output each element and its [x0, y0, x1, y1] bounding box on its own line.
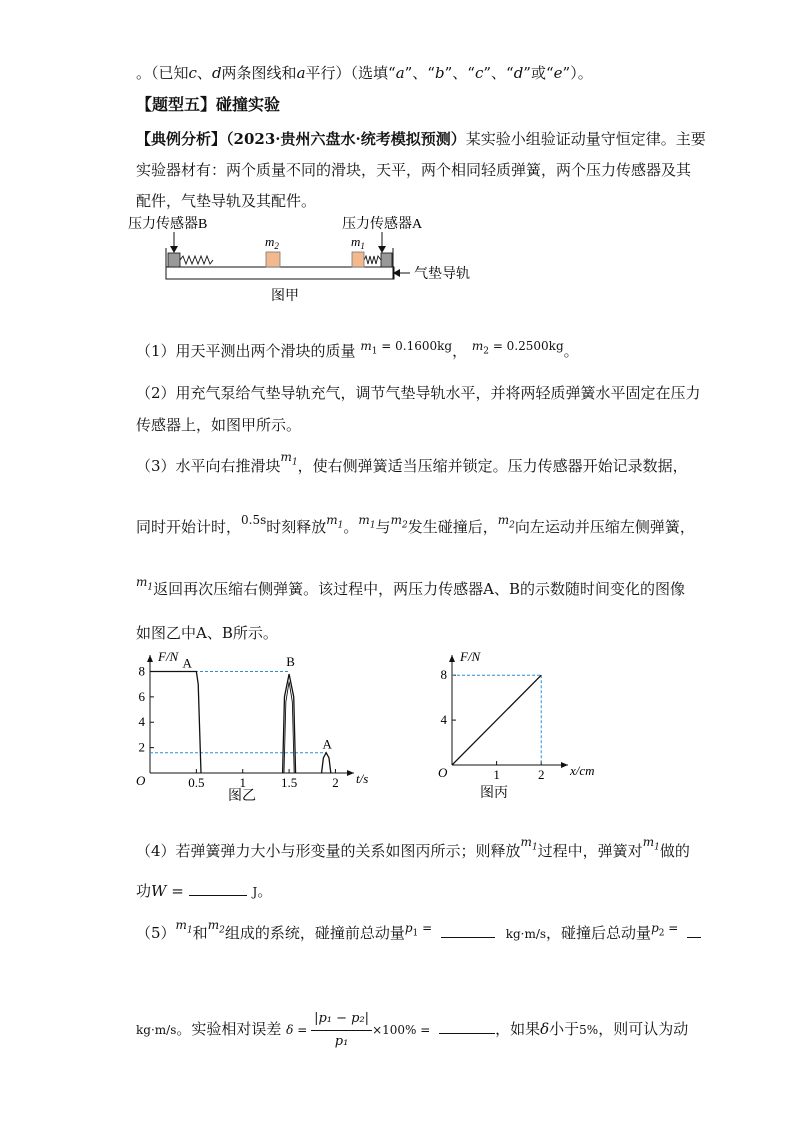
peak-label-a2: A [322, 736, 332, 752]
spring-right [364, 256, 381, 264]
step-3-line-3: $^{m_1}$返回再次压缩右侧弹簧。该过程中，两压力传感器A、B的示数随时间变化的图像 [136, 575, 685, 598]
answer-blank-work[interactable] [189, 881, 247, 896]
x-tick-label: 2 [332, 775, 339, 790]
step-3-line-4: 如图乙中A、B所示。 [136, 624, 278, 642]
y-axis-arrow [147, 655, 153, 662]
x-tick-label: 1 [239, 775, 246, 790]
step-1: （1）用天平测出两个滑块的质量 $^{m_1 = 0.1600kg}$， $^{m_2 = 0.2500kg}$。 [136, 339, 579, 360]
intro-line: 。（已知c、d两条图线和a平行）（选填“a”、“b”、“c”、“d”或“e”）。 [136, 64, 593, 82]
arrowhead-sensor-b [170, 246, 178, 253]
label-sensor-a: 压力传感器A [342, 217, 423, 232]
sensor-a [381, 253, 392, 267]
label-m2: $m_2$ [265, 234, 279, 251]
y-tick-label: 2 [138, 739, 145, 755]
peak-label-b: B [286, 654, 295, 670]
spring-left [180, 256, 213, 264]
step-5-line-2: kg·m/s。实验相对误差 δ = $\frac{\text{|p₁ − p₂|}}{\text{p₁}}$ ×100% = ，如果δ小于5%，则可认为动 [136, 1008, 688, 1053]
step-5-line-1: $(5)^{m_1}$和$^{m_2}$组成的系统，碰撞前总动量$^{p_1 =}$ kg·m/s，碰撞后总动量$^{p_2 =}$ [136, 922, 701, 950]
x-axis-arrow [561, 762, 568, 768]
x-axis-arrow [347, 770, 354, 776]
relative-error-formula: δ = $\frac{\text{|p₁ − p₂|}}{\text{p₁}}$ ×100% = [286, 1023, 430, 1037]
caption-fig-b: 图乙 [228, 789, 256, 804]
label-sensor-b: 压力传感器B [128, 217, 208, 232]
chart-force-time [128, 645, 378, 805]
step-3-line-2: 同时开始计时，$^{0.5s}$时刻释放$^{m_1}$。$^{m_1}$与$^{m_2}$发生碰撞后，$^{m_2}$向左运动并压缩左侧弹簧， [136, 513, 695, 536]
y-tick-label: 4 [138, 714, 145, 730]
example-line-2: 实验器材有：两个质量不同的滑块，天平，两个相同轻质弹簧，两个压力传感器及其 [136, 161, 692, 179]
caption-fig-c: 图丙 [480, 786, 508, 801]
y-axis-arrow [449, 655, 455, 662]
chart-force-deformation [430, 645, 620, 805]
answer-blank-p1[interactable] [441, 923, 495, 938]
series-line-0 [150, 671, 201, 773]
example-label: 【典例分析】 [136, 130, 227, 148]
peak-label-a1: A [182, 655, 192, 671]
example-source: （2023·贵州六盘水·统考模拟预测） [226, 130, 466, 148]
example-line-3: 配件，气垫导轨及其配件。 [136, 192, 317, 210]
x-tick-label: 2 [537, 767, 545, 782]
label-rail: 气垫导轨 [414, 267, 470, 282]
section-heading: 【题型五】碰撞实验 [136, 95, 281, 114]
figure-apparatus [128, 212, 528, 310]
x-tick-label: 1.5 [280, 775, 298, 790]
origin-label: O [136, 773, 146, 788]
slider-m2 [266, 252, 280, 267]
arrowhead-sensor-a [378, 246, 386, 253]
series-line-2 [322, 753, 331, 773]
step-2-line-2: 传感器上，如图甲所示。 [136, 416, 302, 434]
y-tick-label: 8 [440, 667, 447, 683]
example-line-1: 【典例分析】（2023·贵州六盘水·统考模拟预测）某实验小组验证动量守恒定律。主要 [136, 130, 706, 148]
answer-blank-p2-start[interactable] [687, 923, 701, 938]
y-axis-label: F/N [158, 649, 179, 664]
series-b-inner [284, 682, 294, 773]
x-axis-label: x/cm [570, 763, 595, 778]
sensor-b [168, 253, 180, 267]
x-tick-label: 0.5 [188, 775, 205, 790]
y-axis-label: F/N [460, 649, 481, 664]
answer-blank-delta[interactable] [439, 1019, 495, 1034]
series-line-0 [452, 675, 541, 765]
step-2-line-1: （2）用充气泵给气垫导轨充气，调节气垫导轨水平，并将两轻质弹簧水平固定在压力 [136, 384, 701, 402]
slider-m1 [352, 252, 364, 267]
step-4-line-2: 功W = J。 [136, 882, 273, 900]
step-3-line-1: （3）水平向右推滑块$^{m_1}$，使右侧弹簧适当压缩并锁定。压力传感器开始记录数据， [136, 450, 688, 475]
y-tick-label: 4 [440, 712, 447, 728]
rail [166, 267, 394, 279]
label-m1: $m_1$ [351, 234, 365, 251]
y-tick-label: 6 [138, 688, 145, 704]
x-axis-label: t/s [356, 771, 369, 786]
origin-label: O [438, 765, 448, 780]
y-tick-label: 8 [138, 663, 145, 679]
caption-fig-a: 图甲 [271, 289, 299, 304]
step-4-line-1: （4）若弹簧弹力大小与形变量的关系如图丙所示；则释放$^{m_1}$过程中，弹簧对$^{m_1}$做的 [136, 835, 690, 860]
x-tick-label: 1 [493, 767, 500, 782]
